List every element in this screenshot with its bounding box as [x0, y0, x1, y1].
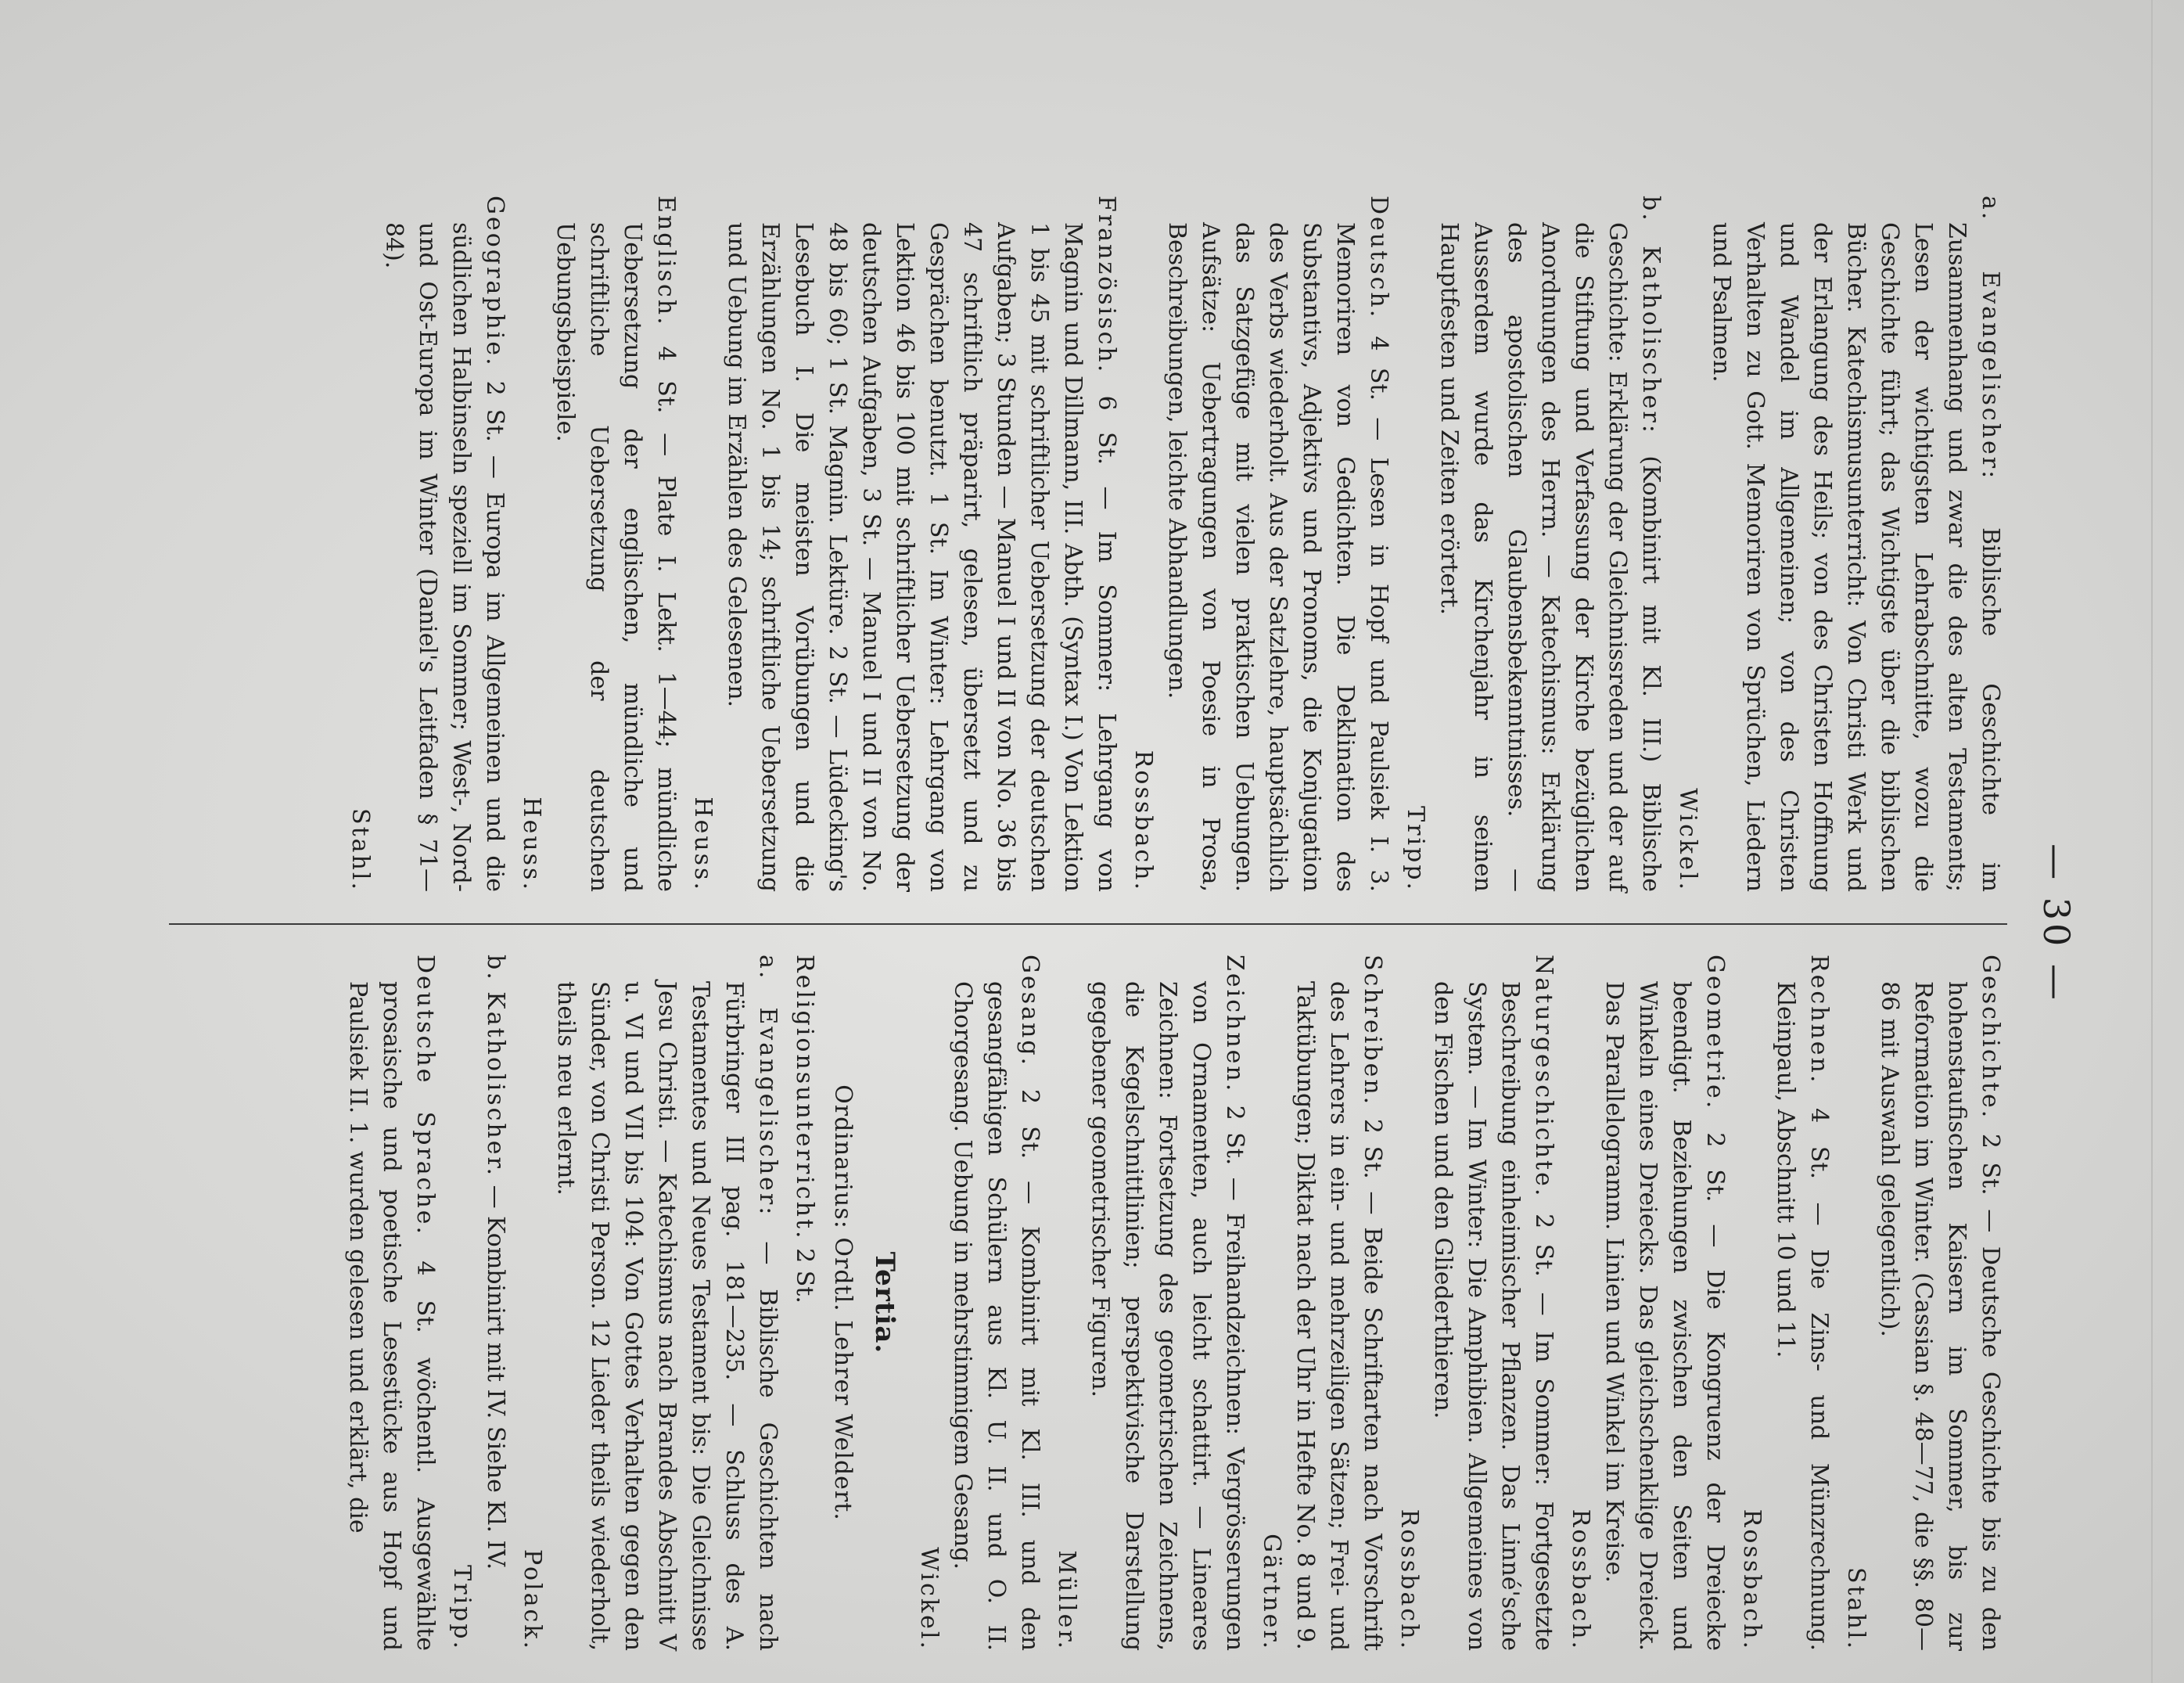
entry-katholisch: [1399, 196, 1668, 892]
entry-title: Gesang.: [1016, 955, 1044, 1068]
entry-text: 2 St. — Kombinirt mit Kl. III. und den gesangfähigen Schülern aus Kl. U. II. und O. II. Chorgesang. Uebung in mehrstimmigem Gesang.: [949, 981, 1044, 1651]
entry-englisch: [515, 196, 683, 892]
entry-gesang: [912, 955, 1047, 1651]
entry-text: 2 St.: [791, 1248, 818, 1304]
scan-edge: [2151, 0, 2153, 1683]
entry-title: Geschichte.: [1977, 955, 2004, 1120]
entry-text: 2 St. — Europa im Allgemeinen und die südlichen Halbinseln speziell im Sommer; West-, Nord- und Ost-Europa im Winter (Daniel's Leitfaden § 71—84).: [380, 222, 508, 892]
entry-title: Naturgeschichte.: [1530, 955, 1557, 1199]
ordinarius-line: Ordinarius: Ordtl. Lehrer Weldert.: [829, 1084, 857, 1521]
section-heading: Tertia.: [869, 1251, 900, 1354]
teacher-name: Heuss.: [689, 797, 717, 892]
entry-title: b. Katholischer:: [1637, 196, 1665, 435]
entry-text: 4 St. — Lesen in Hopf und Paulsiek I. 3. Memoriren von Gedichten. Die Deklination des Substantivs, Adjektivs und Pronoms, die Konjugation des Verbs wiederholt. Aus der Satzlehre, hauptsächlich das Satzgefüge mit vielen praktischen Uebungen. Aufsätze: Uebertragungen von Poesie in Prosa, Beschreibungen, leichte Abhandlungen.: [1163, 222, 1392, 892]
entry-geographie: [343, 196, 512, 892]
entry-text: — Kombinirt mit IV. Siehe Kl. IV.: [482, 1185, 509, 1570]
entry-title: b. Katholischer.: [482, 955, 509, 1178]
entry-deutsch: [1126, 196, 1396, 892]
teacher-name: Stahl.: [347, 808, 374, 892]
entry-title: Religionsunterricht.: [791, 955, 818, 1241]
entry-zeichnen: [1050, 955, 1252, 1651]
entry-title: Englisch.: [652, 196, 680, 327]
entry-evangelisch: [1671, 196, 2007, 892]
entry-text: 4 St. — Die Zins- und Münzrechnung. Kleinpaul, Abschnitt 10 und 11.: [1772, 981, 1833, 1652]
rotated-page: [75, 180, 2109, 1667]
entry-franzoesisch: [686, 196, 1123, 892]
entry-text: Biblische Geschichte im Zusammenhang und zwar die des alten Testaments; Lesen der wichtigsten Lehrabschnitte, wozu die Geschichte führt; das Wichtigste über die biblischen Bücher. Katechismusunterricht: Von Christi Werk und der Erlangung des Heils; von des Christen Hoffnung und Wandel im Allgemeinen; von des Christen Verhalten zu Gott. Memoriren von Sprüchen, Liedern und Psalmen.: [1708, 222, 2004, 892]
entry-geometrie: [1564, 955, 1732, 1651]
entry-schreiben: [1255, 955, 1389, 1651]
teacher-name: Rossbach.: [1130, 750, 1157, 892]
entry-text: — Biblische Geschichten nach Fürbringer III pag. 181—235. — Schluss des A. Testamentes und Neues Testament bis: Die Gleichnisse Jesu Christi. — Katechismus nach Brandes Abschnitt V u. VI und VII bis 104: Von Gottes Verhalten gegen den Sünder, von Christi Person. 12 Lieder theils wiederholt, theils neu erlernt.: [552, 981, 781, 1651]
teacher-name: Stahl.: [1842, 1567, 1870, 1651]
page-number: — 30 —: [2035, 843, 2078, 1003]
teacher-name: Heuss.: [518, 797, 545, 892]
entry-deutsche-sprache: [341, 955, 442, 1651]
right-column: [338, 955, 2007, 1651]
entry-text: 2 St. — Deutsche Geschichte bis zu den hohenstaufischen Kaisern im Sommer, bis zur Reformation im Winter. (Cassian §. 48—77, die §§. 80—86 mit Auswahl gelegentlich).: [1876, 981, 2004, 1651]
teacher-name: Tripp.: [448, 1565, 476, 1651]
teacher-name: Gärtner.: [1258, 1534, 1285, 1651]
entry-title: Geographie.: [481, 196, 508, 368]
teacher-name: Wickel.: [915, 1547, 943, 1651]
entry-text: 2 St. — Die Kongruenz der Dreiecke beendigt. Beziehungen zwischen den Seiten und Winkeln eines Dreiecks. Das gleichschenklige Dreieck. Das Parallelogramm. Linien und Winkel im Kreise.: [1600, 981, 1729, 1651]
entry-text: (Kombinirt mit Kl. III.) Biblische Geschichte: Erklärung der Gleichnissreden und der auf die Stiftung und Verfassung der Kirche bezüglichen Anordnungen des Herrn. — Katechismus: Erklärung des apostolischen Glaubensbekenntnisses. — Ausserdem wurde das Kirchenjahr in seinen Hauptfesten und Zeiten erörtert.: [1435, 222, 1665, 892]
teacher-name: Polack.: [519, 1548, 546, 1651]
entry-text: 2 St. — Im Sommer: Fortgesetzte Beschreibung einheimischer Pflanzen. Das Linné'sche System. — Im Winter: Die Amphibien. Allgemeines von den Fischen und den Gliederthieren.: [1429, 981, 1557, 1651]
entry-evangelisch-tertia: [515, 955, 785, 1651]
entry-title: Französisch.: [1093, 196, 1120, 375]
entry-katholisch-tertia: [445, 955, 512, 1651]
entry-geschichte: [1839, 955, 2007, 1651]
entry-text: 6 St. — Im Sommer: Lehrgang von Magnin und Dillmann, III. Abth. (Syntax I.) Von Lektion 1 bis 45 mit schriftlicher Uebersetzung der deutschen Aufgaben; 3 Stunden — Manuel I und II von No. 36 bis 47 schriftlich präparirt, gelesen, übersetzt und zu Gesprächen benutzt. 1 St. Im Winter: Lehrgang von Lektion 46 bis 100 mit schriftlicher Uebersetzung der deutschen Aufgaben, 3 St. — Manuel I und II von No. 48 bis 60; 1 St. Magnin. Lektüre. 2 St. — Lüdecking's Lesebuch I. Die meisten Vorübungen und die Erzählungen No. 1 bis 14; schriftliche Uebersetzung und Uebung im Erzählen des Gelesenen.: [723, 222, 1120, 892]
teacher-name: Müller.: [1053, 1550, 1080, 1651]
entry-title: Zeichnen.: [1221, 955, 1248, 1094]
entry-title: Schreiben.: [1359, 955, 1386, 1107]
entry-title: a. Evangelischer:: [754, 955, 781, 1217]
entry-religion: [788, 955, 821, 1651]
teacher-name: Rossbach.: [1396, 1509, 1423, 1651]
teacher-name: Rossbach.: [1738, 1509, 1766, 1651]
entry-rechnen: [1735, 955, 1836, 1651]
teacher-name: Tripp.: [1402, 806, 1429, 892]
teacher-name: Wickel.: [1674, 788, 1701, 892]
entry-title: Geometrie.: [1701, 955, 1729, 1111]
entry-title: a. Evangelischer:: [1977, 196, 2004, 481]
entry-title: Deutsche Sprache.: [411, 955, 439, 1237]
entry-naturgeschichte: [1392, 955, 1561, 1651]
entry-text: 4 St. — Plate I. Lekt. 1—44; mündliche Uebersetzung der englischen, mündliche und schriftliche Uebersetzung der deutschen Uebungsbeispiele.: [551, 222, 680, 892]
column-divider: [169, 923, 2007, 925]
teacher-name: Rossbach.: [1567, 1509, 1594, 1651]
left-column: [340, 196, 2007, 892]
entry-text: 2 St. — Freihandzeichnen: Vergrösserungen von Ornamenten, auch leicht schattirt. — Lineares Zeichnen: Fortsetzung des geometrischen Zeichnens, die Kegelschnittlinien; perspektivische Darstellung gegebener geometrischer Figuren.: [1087, 981, 1248, 1651]
entry-text: 2 St. — Beide Schriftarten nach Vorschrift des Lehrers in ein- und mehrzeiligen Sätzen; Frei- und Taktübungen; Diktat nach der Uhr in Hefte No. 8 und 9.: [1291, 981, 1386, 1651]
entry-title: Deutsch.: [1365, 196, 1392, 320]
entry-title: Rechnen.: [1805, 955, 1833, 1085]
entry-text: 4 St. wöchentl. Ausgewählte prosaische und poetische Lesestücke aus Hopf und Paulsiek II. 1. wurden gelesen und erklärt, die: [344, 981, 439, 1652]
